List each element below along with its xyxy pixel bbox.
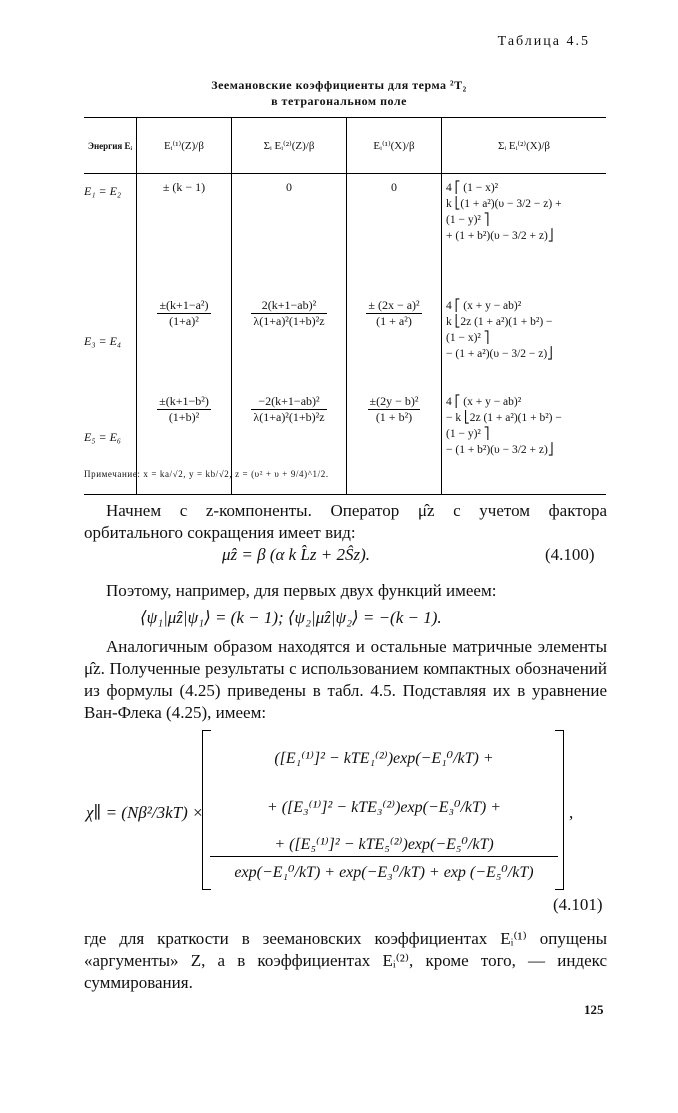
cell-e2-x <box>442 174 607 293</box>
numerator-term: + ([E₃⁽¹⁾]² − kTE₃⁽²⁾)exp(−E₃⁰/kT) + <box>266 799 502 816</box>
page-number: 125 <box>584 1002 604 1017</box>
equation-number: (4.100) <box>545 545 595 564</box>
denominator: exp(−E₁⁰/kT) + exp(−E₃⁰/kT) + exp (−E₅⁰/kT) <box>234 864 534 881</box>
table-subtitle: в тетрагональном поле <box>271 94 407 108</box>
numerator-term: ([E₁⁽¹⁾]² − kTE₁⁽²⁾)exp(−E₁⁰/kT) + <box>274 750 494 767</box>
expr-line: − (1 + a²)(υ − 3/2 − z)⎦ <box>446 348 553 360</box>
cell-e1-x: $\frac{\text{±(2y − b)²}}{\text{(1 + b²)}}$ <box>369 394 419 424</box>
table-row <box>84 174 606 293</box>
table-header-row <box>84 118 606 174</box>
paragraph: Начнем с z-компоненты. Оператор μ̂z с учетом фактора орбитального сокращения имеет вид: <box>84 501 607 542</box>
expr-line: − k ⎣2z (1 + a²)(1 + b²) − <box>446 412 562 424</box>
expr-line: (1 − x)² ⎤ <box>446 332 490 344</box>
equation: ⟨ψ₁|μ̂z|ψ₁⟩ = (k − 1); ⟨ψ₂|μ̂z|ψ₂⟩ = −(k − 1). <box>140 608 442 627</box>
equation-comma: , <box>569 803 574 822</box>
energy-label: E₅ = E₆ <box>84 430 122 444</box>
cell-e1-z: $\frac{\text{±(k+1−a²)}}{\text{(1+a)²}}$ <box>159 298 209 328</box>
cell-e2-x <box>442 292 607 388</box>
paragraph: Аналогичным образом находятся и остальные матричные элементы μ̂z. Полученные результаты с использованием компактных обозначений из формулы (4.25) приведены в табл. 4.5. Подставляя их в уравнение Ван-Флека (4.25), имеем: <box>84 637 607 722</box>
paragraph: где для краткости в зеемановских коэффициентах Eᵢ⁽¹⁾ опущены «аргументы» Z, а в коэффициентах Eᵢ⁽²⁾, кроме того, — индекс суммирования. <box>84 929 607 992</box>
equation-number: (4.101) <box>553 895 603 914</box>
column-header-e1-z: Eᵢ⁽¹⁾(Z)/β <box>137 118 232 174</box>
expr-line: (1 − y)² ⎤ <box>446 214 490 226</box>
expr-line: 4 ⎡ (x + y − ab)² <box>446 300 522 312</box>
zeeman-table <box>84 117 606 495</box>
table-title: Зеемановские коэффициенты для терма ²T₂ <box>211 78 467 92</box>
paragraph: Поэтому, например, для первых двух функций имеем: <box>106 581 497 600</box>
expr-line: + (1 + b²)(υ − 3/2 + z)⎦ <box>446 230 554 242</box>
cell-e1-x: $\frac{\text{± (2x − a)²}}{\text{(1 + a²)}}$ <box>368 298 420 328</box>
expr-line: − (1 + b²)(υ − 3/2 + z)⎦ <box>446 444 554 456</box>
table-note: Примечание: x = ka/√2, y = kb/√2, z = (υ² + υ + 9/4)^1/2. <box>84 469 329 479</box>
expr-line: k ⎣2z (1 + a²)(1 + b²) − <box>446 316 553 328</box>
numerator-term: + ([E₅⁽¹⁾]² − kTE₅⁽²⁾)exp(−E₅⁰/kT) <box>274 836 494 853</box>
column-header-e1-x: Eᵢ⁽¹⁾(X)/β <box>347 118 442 174</box>
table-row <box>84 292 606 388</box>
cell-e2-z: $\frac{\text{2(k+1−ab)²}}{\text{λ(1+a)²(1+b)²z}}$ <box>253 298 325 328</box>
cell-e2-x <box>442 388 607 495</box>
equation-lhs: χ∥ = (Nβ²/3kT) × <box>86 803 204 822</box>
expr-line: (1 − y)² ⎤ <box>446 428 490 440</box>
energy-label: E₃ = E₄ <box>84 334 122 348</box>
equation: μ̂z = β (α k L̂z + 2Ŝz). <box>222 545 371 564</box>
expr-line: 4 ⎡ (1 − x)² <box>446 182 499 194</box>
fraction-bar <box>210 856 558 857</box>
expr-line: 4 ⎡ (x + y − ab)² <box>446 396 522 408</box>
cell-e1-x: 0 <box>391 180 397 194</box>
cell-e1-z: ± (k − 1) <box>162 180 206 194</box>
column-header-e2-z: Σᵢ Eᵢ⁽²⁾(Z)/β <box>232 118 347 174</box>
cell-e1-z: $\frac{\text{±(k+1−b²)}}{\text{(1+b)²}}$ <box>159 394 209 424</box>
cell-e2-z: 0 <box>286 180 292 194</box>
expr-line: k ⎣(1 + a²)(υ − 3/2 − z) + <box>446 198 562 210</box>
cell-e2-z: $\frac{\text{−2(k+1−ab)²}}{\text{λ(1+a)²(1+b)²z}}$ <box>253 394 325 424</box>
table-caption: Таблица 4.5 <box>497 34 590 49</box>
column-header-e2-x: Σᵢ Eᵢ⁽²⁾(X)/β <box>442 118 607 174</box>
column-header-energy: Энергия Eᵢ <box>84 118 137 174</box>
energy-label: E₁ = E₂ <box>84 184 122 198</box>
